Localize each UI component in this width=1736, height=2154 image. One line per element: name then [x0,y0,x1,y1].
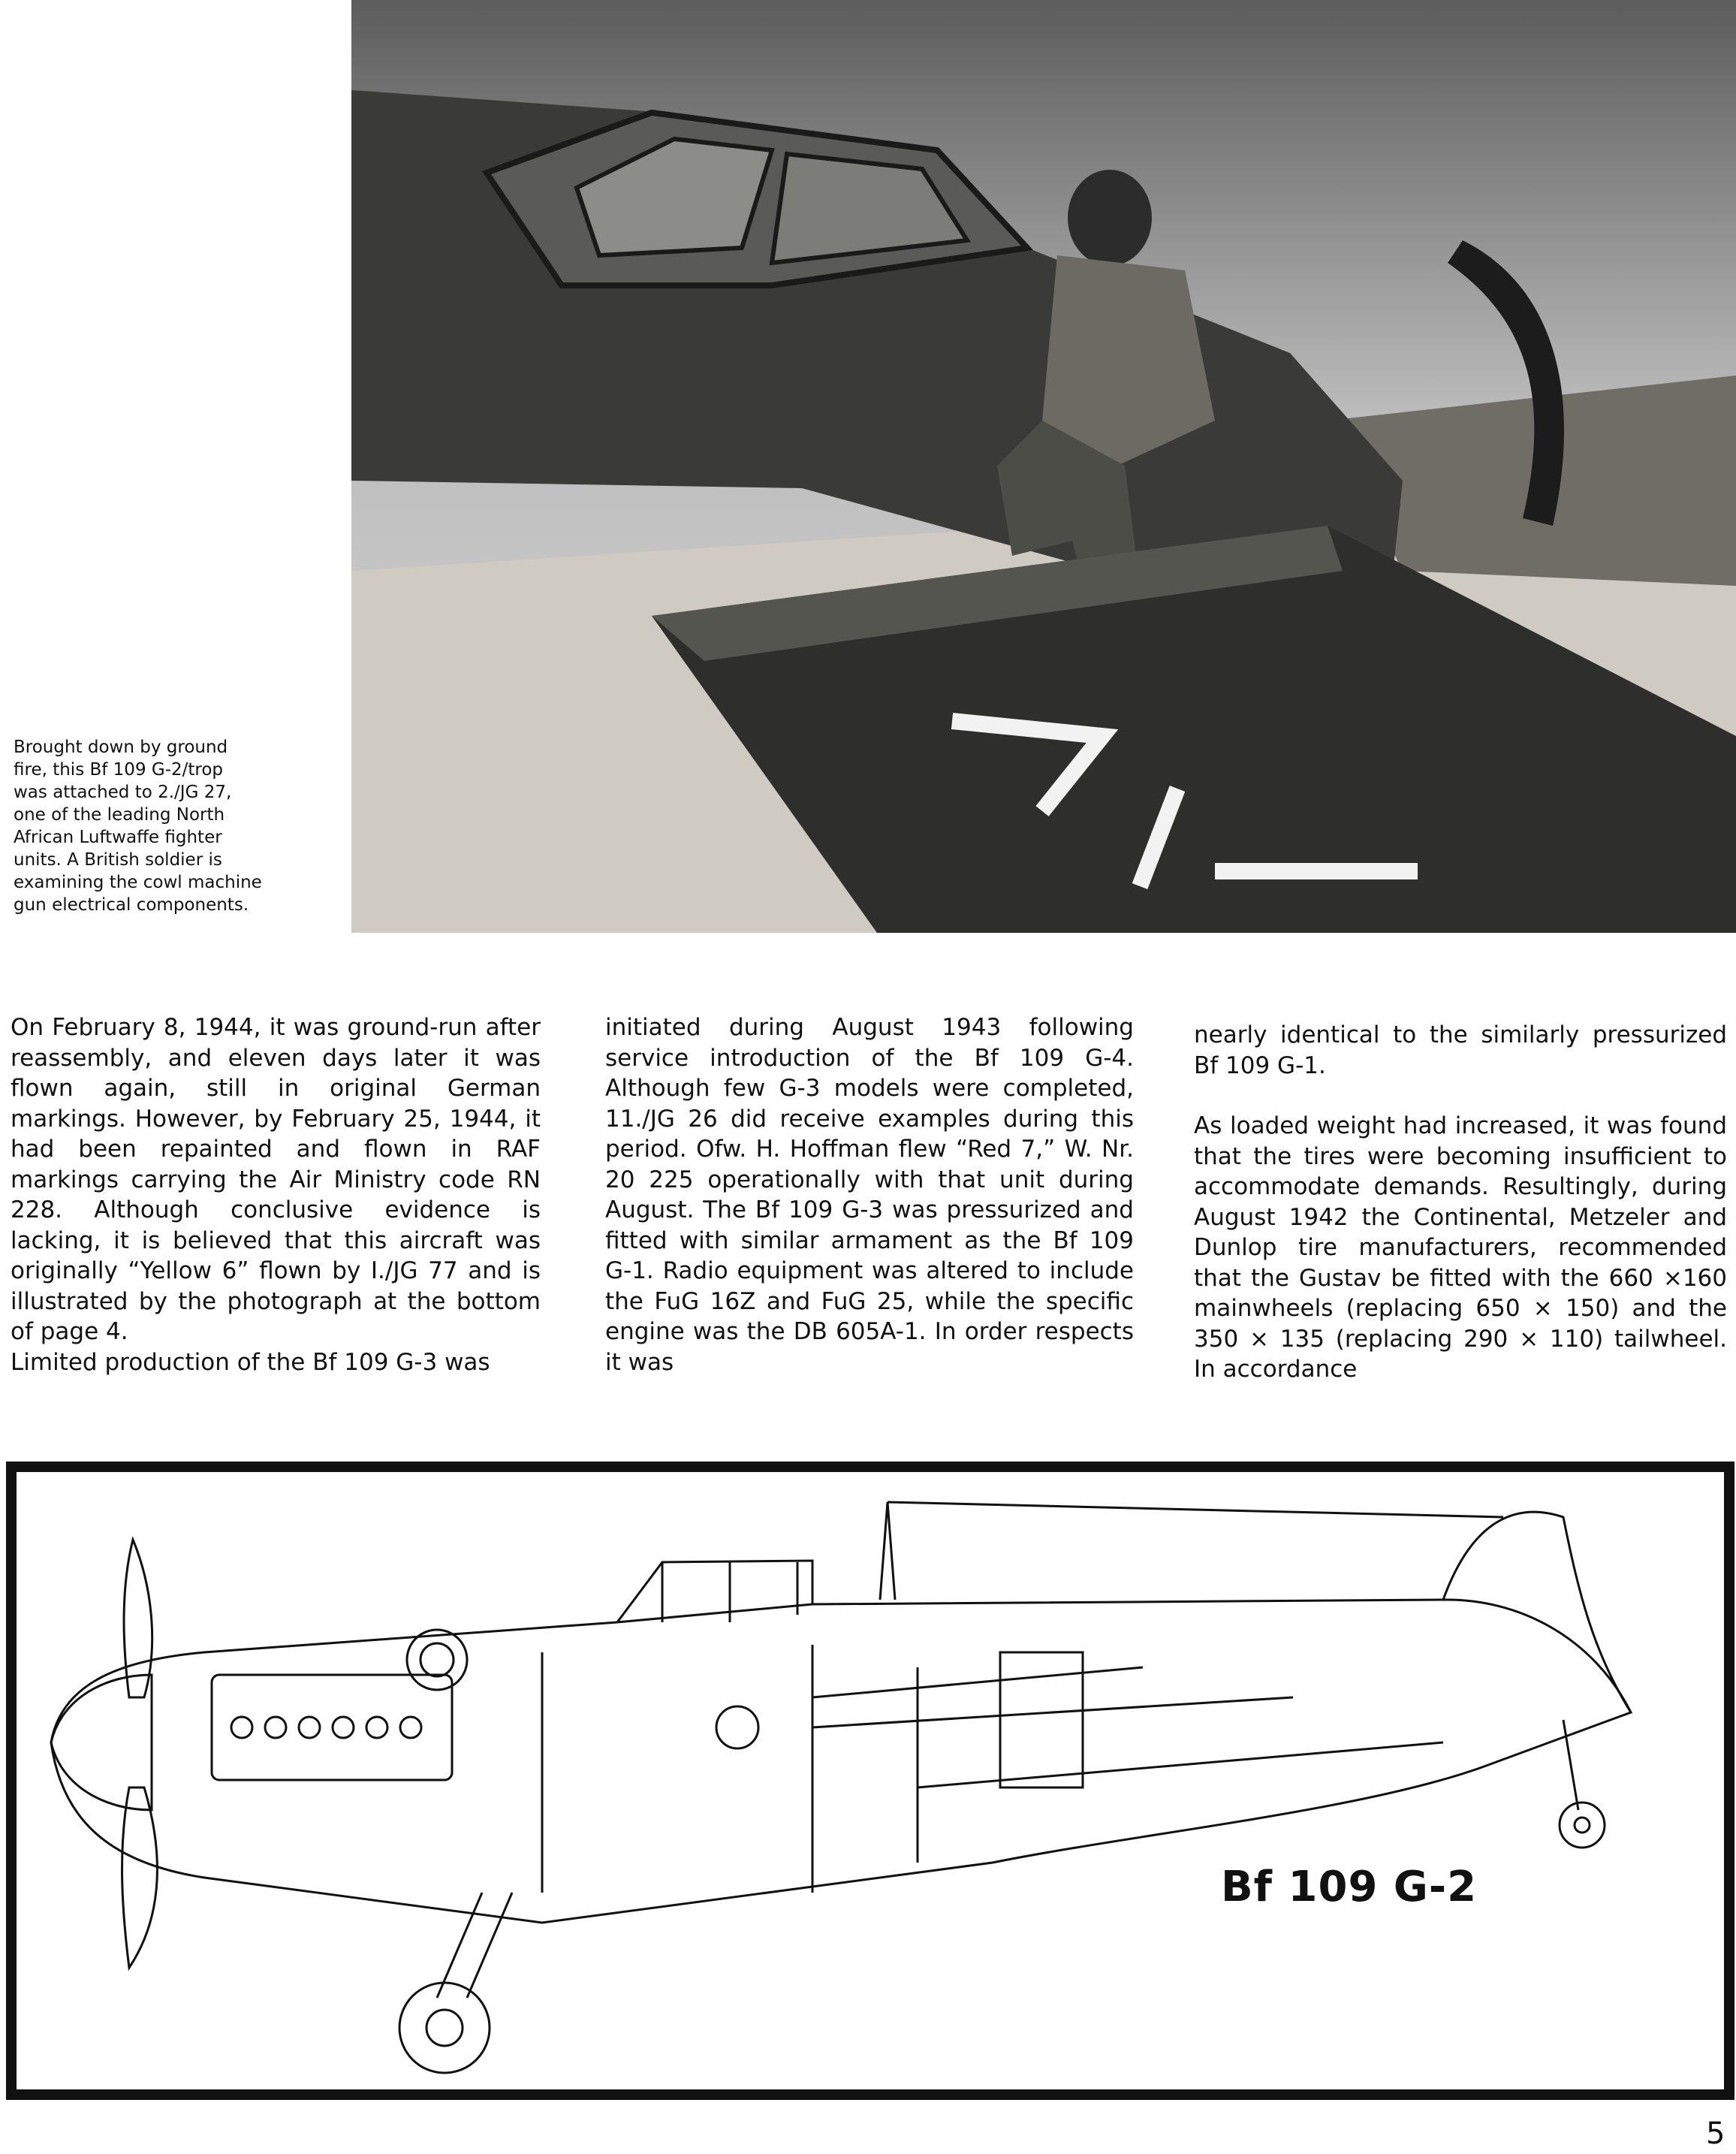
page-number: 5 [1706,2116,1725,2151]
paragraph: nearly identical to the similarly pressurized Bf 109 G-1. [1194,1021,1727,1079]
paragraph: initiated during August 1943 following service introduction of the Bf 109 G-4. Although few G-3 models were completed, 11./JG 26 did receive examples during this period. Ofw. H. Hoffman flew “Red 7,” W. Nr. 20 225 operationally with that unit during August. The Bf 109 G-3 was pressurized and fitted with similar armament as the Bf 109 G-1. Radio equipment was altered to include the FuG 16Z and FuG 25, while the specific engine was the DB 605A-1. In order respects it was [605,1014,1134,1376]
caption-line: fire, this Bf 109 G-2/trop [14,760,224,780]
caption-line: African Luftwaffe fighter [14,828,222,847]
photo-caption [14,736,329,916]
caption-line: gun electrical components. [14,895,249,915]
drawing-title: Bf 109 G-2 [1221,1863,1478,1911]
caption-line: one of the leading North [14,805,225,825]
aircraft-cutaway-icon [17,1472,1724,2089]
caption-line: was attached to 2./JG 27, [14,783,232,802]
caption-line: units. A British soldier is [14,850,222,870]
paragraph: As loaded weight had increased, it was found that the tires were becoming insufficient to accommodate demands. Resultingly, during August 1942 the Continental, Metzeler and Dunlop tire manufacturers, recommended that the Gustav be fitted with the 660 ×160 mainwheels (replacing 650 × 150) and the 350 × 135 (replacing 290 × 110) tailwheel. In accordance [1194,1112,1727,1383]
aircraft-photo [351,0,1736,933]
text-column-3 [1194,1020,1727,1415]
paragraph: On February 8, 1944, it was ground-run after reassembly, and eleven days later it was flown again, still in original German markings. However, by February 25, 1944, it had been repainted and flown in RAF markings carrying the Air Ministry code RN 228. Although conclusive evidence is lacking, it is believed that this aircraft was originally “Yellow 6” flown by I./JG 77 and is illustrated by the photograph at the bottom of page 4. [11,1014,541,1345]
text-column-1 [11,1012,541,1377]
cutaway-drawing [6,1462,1734,2100]
text-column-2 [605,1012,1134,1377]
caption-line: examining the cowl machine [14,873,262,892]
caption-line: Brought down by ground [14,738,228,757]
paragraph: Limited production of the Bf 109 G-3 was [11,1348,490,1376]
